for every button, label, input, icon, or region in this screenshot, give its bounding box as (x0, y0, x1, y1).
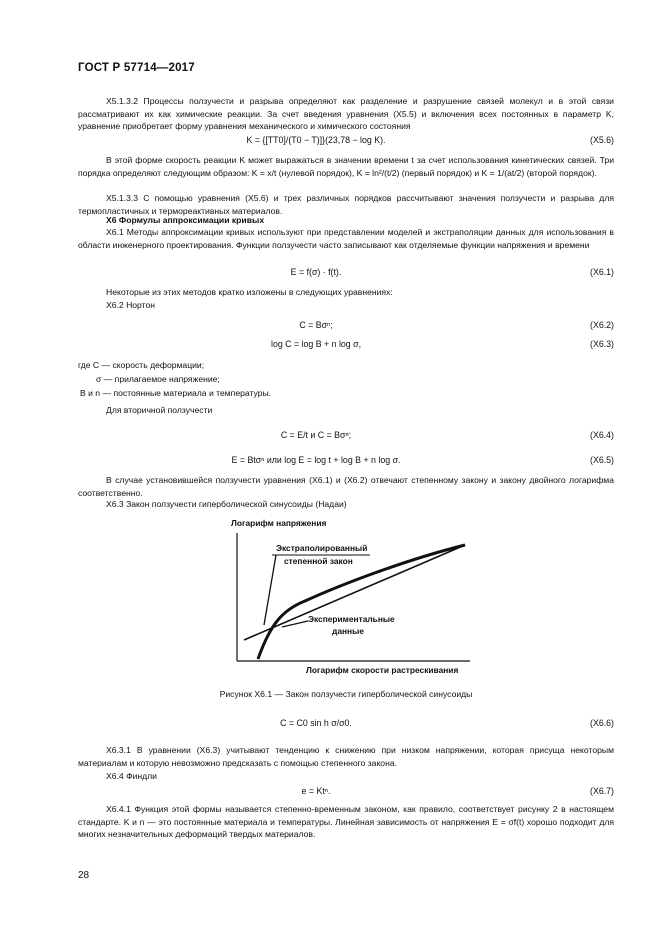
equation-formula: log C = log B + n log σ, (270, 339, 362, 349)
where-line-3: B и n — постоянные материала и температуры. (80, 388, 272, 398)
section-heading-x6: Х6 Формулы аппроксимации кривых (106, 215, 265, 225)
equation-x56 (78, 135, 614, 149)
equation-formula: K = {[TT0]/(T0 − T)]}(23,78 − log K). (246, 135, 386, 145)
equation-number: (Х5.6) (590, 135, 614, 145)
figure-y-axis-label: Логарифм напряжения (231, 518, 327, 528)
figure-label-experimental-1: Экспериментальные (308, 614, 395, 624)
equation-x65 (78, 455, 614, 469)
figure-x-axis-label: Логарифм скорости растрескивания (306, 665, 459, 675)
paragraph-x641: Х6.4.1 Функция этой формы называется степенно-временным законом, как правило, соответствует рисунку 2 в настоящем стандарте. K и n — это постоянные материала и температуры. Линейная зависимость от напряжения E = σf(t) хорошо подходит для многих незначительных деформаций твердых материалов. (78, 804, 614, 840)
paragraph-x61: Х6.1 Методы аппроксимации кривых используют при представлении моделей и экстраполяции данных для использования в области инженерного проектирования. Функции ползучести часто записывают как отделяемые функции напряжения и времени (78, 227, 614, 250)
equation-x67 (78, 786, 614, 800)
equation-number: (Х6.6) (590, 718, 614, 728)
equation-x62 (78, 320, 614, 334)
equation-formula: E = f(σ) · f(t). (290, 267, 342, 277)
figure-label-extrapolated-1: Экстраполированный (276, 543, 368, 553)
paragraph-x5132-a: Х5.1.3.2 Процессы ползучести и разрыва определяют как разделение и разрушение связей молекул и в этой связи рассматривают их как химические реакции. За счет введения уравнения (Х5.5) и включения всех постоянных в параметр K, уравнение приобретает форму уравнения механического и химического состояния (78, 96, 614, 132)
equation-x66 (78, 718, 614, 732)
equation-formula: C = E/t и C = Bσⁿ; (280, 430, 352, 440)
equation-formula: e = Ktⁿ. (301, 786, 331, 796)
equation-number: (Х6.5) (590, 455, 614, 465)
equation-number: (Х6.3) (590, 339, 614, 349)
where-line-2: σ — прилагаемое напряжение; (96, 374, 220, 384)
paragraph-steady: В случае установившейся ползучести уравнения (Х6.1) и (Х6.2) отвечают степенному закону и закону двойного логарифма соответственно. (78, 475, 614, 498)
paragraph-secondary: Для вторичной ползучести (106, 405, 213, 415)
equation-formula: C = C0 sin h σ/σ0. (280, 718, 352, 728)
equation-number: (Х6.2) (590, 320, 614, 330)
subsection-heading-x63: Х6.3 Закон ползучести гиперболической синусоиды (Надаи) (106, 499, 347, 509)
equation-x63 (78, 339, 614, 353)
where-line-1: где C — скорость деформации; (78, 360, 205, 370)
figure-label-experimental-2: данные (332, 626, 364, 636)
figure-x61 (220, 515, 480, 675)
equation-formula: E = Btσⁿ или log E = log t + log B + n log σ. (231, 455, 401, 465)
equation-number: (Х6.1) (590, 267, 614, 277)
equation-x64 (78, 430, 614, 444)
subsection-heading-x64: Х6.4 Финдли (106, 771, 157, 781)
equation-number: (Х6.4) (590, 430, 614, 440)
paragraph-x5133: Х5.1.3.3 С помощью уравнения (Х5.6) и трех различных порядков рассчитывают значения ползучести и разрыва для термопластичных и термореактивных материалов. (78, 193, 614, 216)
figure-label-extrapolated-2: степенной закон (284, 556, 353, 566)
document-header: ГОСТ Р 57714—2017 (78, 62, 195, 74)
page-number: 28 (78, 870, 90, 881)
subsection-heading-x62: Х6.2 Нортон (106, 300, 156, 310)
equation-formula: C = Bσⁿ; (299, 320, 333, 330)
paragraph-methods: Некоторые из этих методов кратко изложены в следующих уравнениях: (106, 287, 393, 297)
paragraph-x631: Х6.3.1 В уравнении (Х6.3) учитывают тенденцию к снижению при низком напряжении, которая присуща некоторым материалам и которую невозможно предсказать с помощью степенного закона. (78, 745, 614, 768)
equation-x61 (78, 267, 614, 281)
paragraph-x5132-b: В этой форме скорость реакции K может выражаться в значении времени t за счет использования кинетических связей. Три порядка определяют следующим образом: K = x/t (нулевой порядок), K = ln²/(t/2) (первый порядок) и K = 1/(at/2) (второй порядок). (78, 155, 614, 178)
equation-number: (Х6.7) (590, 786, 614, 796)
extrapolated-leader (264, 555, 276, 625)
figure-caption: Рисунок Х6.1 — Закон ползучести гиперболической синусоиды (219, 689, 473, 699)
